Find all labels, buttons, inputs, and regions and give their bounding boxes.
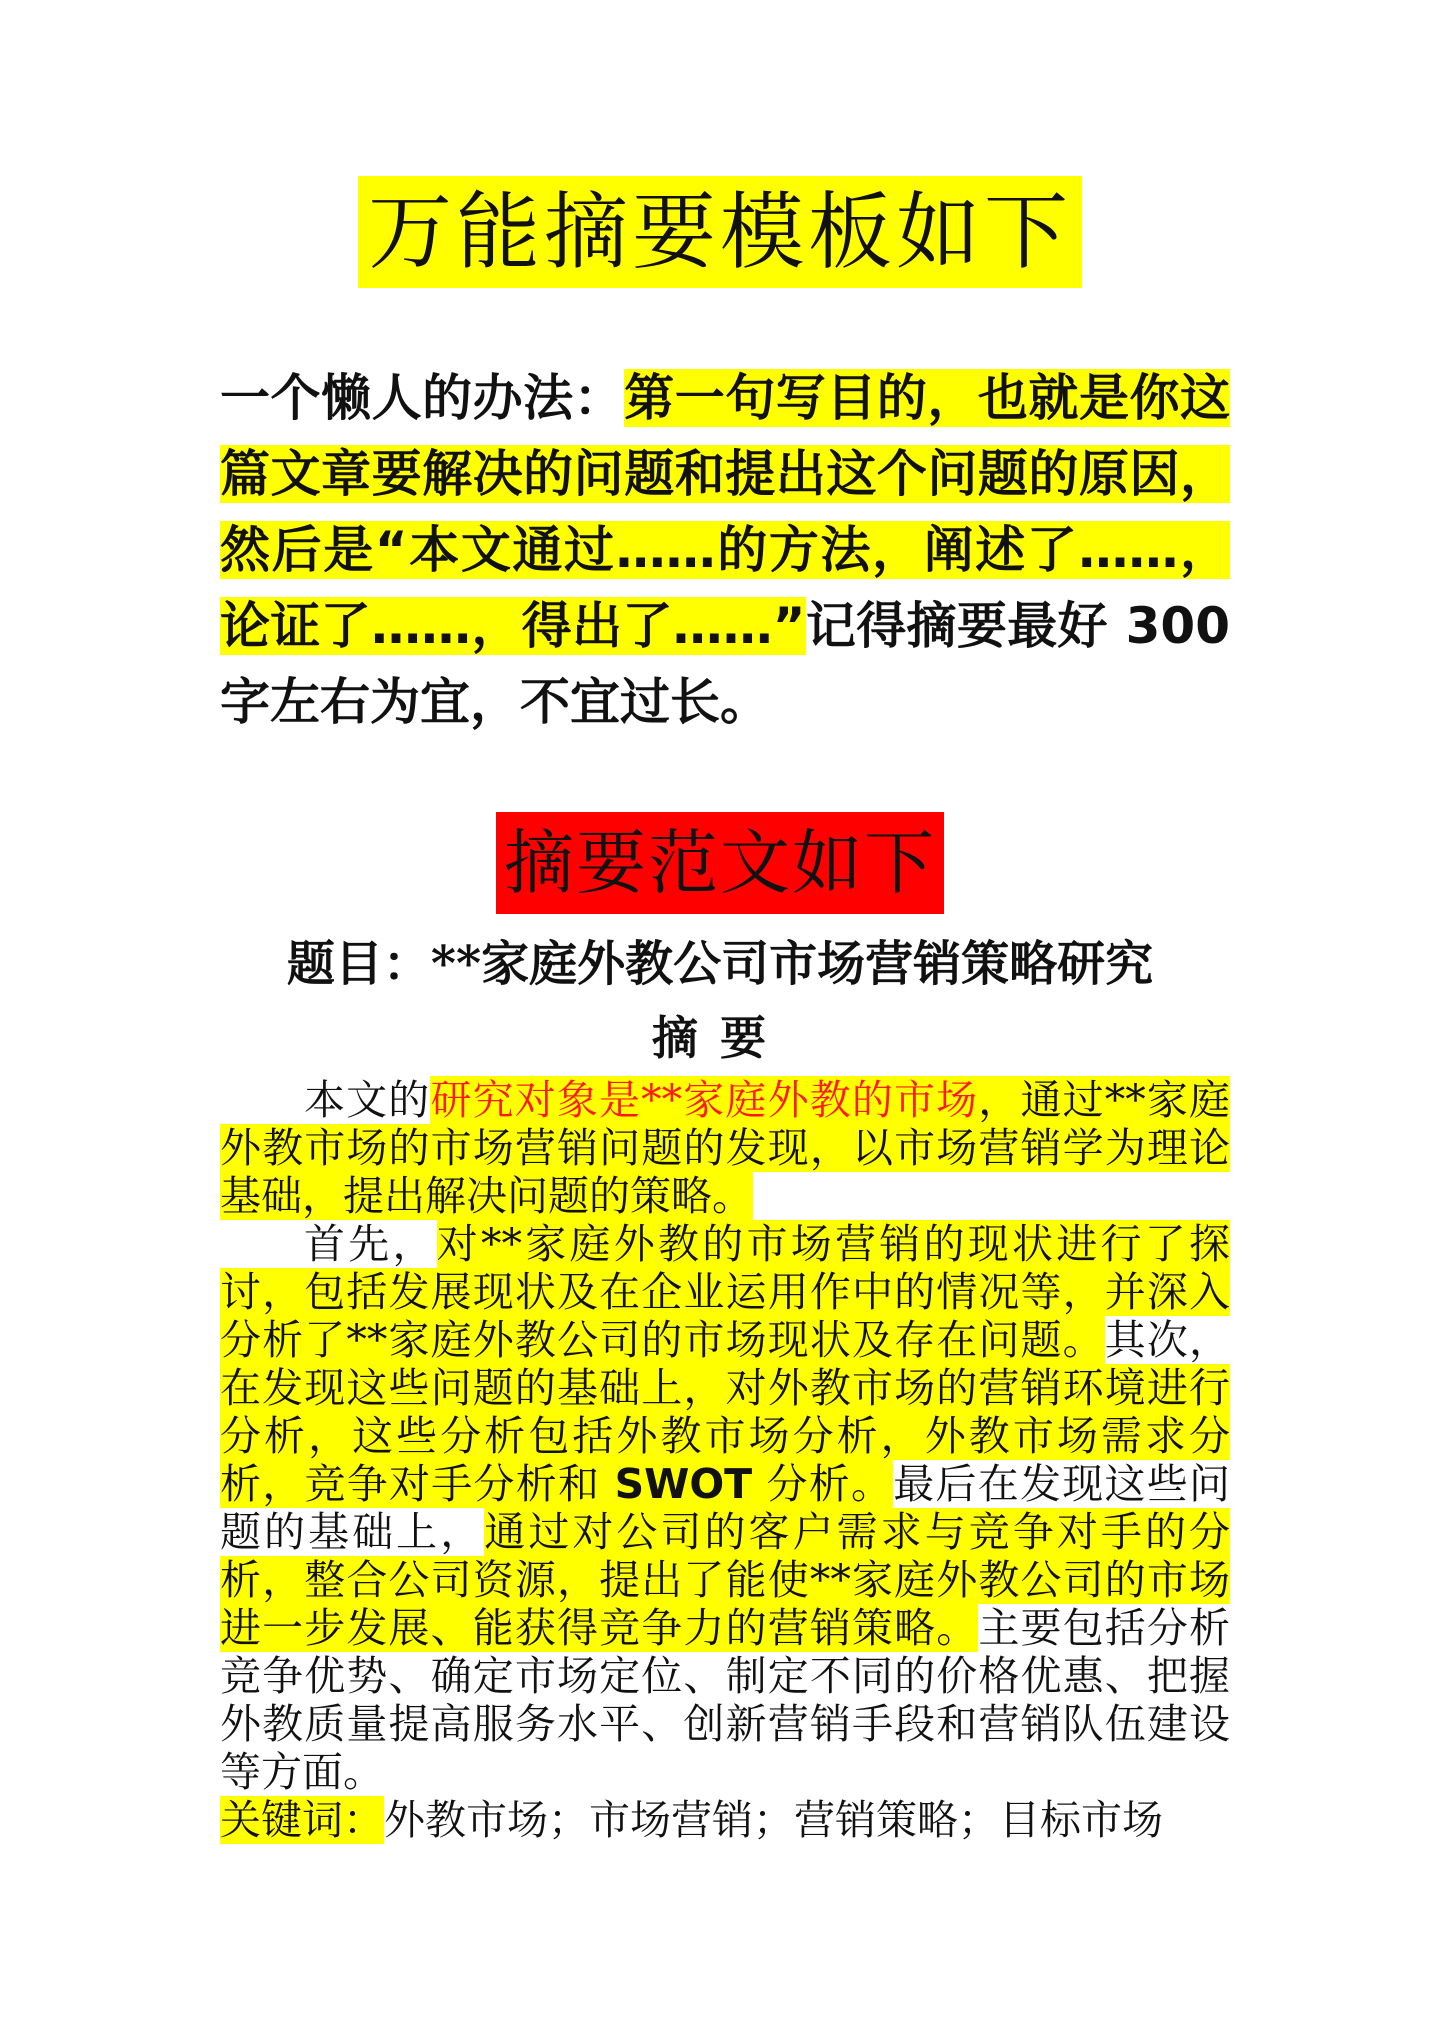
- abstract-heading: 摘要: [652, 1011, 788, 1065]
- para2-highlight-1: 对**家庭外教的市场营销的现状进行了探讨，包括发展现状及在企业运用作中的情况等，并深入分析了**家庭外教公司的市场现状及存在问题。: [220, 1220, 1230, 1364]
- para2-last: 最后在发现这些问题的基础上，: [220, 1460, 1230, 1556]
- para1-lead: 本文的: [304, 1076, 431, 1124]
- keywords-list: 外教市场；市场营销；营销策略；目标市场: [384, 1796, 1163, 1844]
- sample-title: [0, 812, 1440, 914]
- keywords-line: [220, 1796, 1230, 1844]
- intro-lead: 一个懒人的办法：: [220, 369, 625, 427]
- swot-term: SWOT: [614, 1460, 753, 1508]
- main-title: [0, 176, 1440, 288]
- main-title-text: 万能摘要模板如下: [358, 176, 1082, 288]
- para2-highlight-4: 通过对公司的客户需求与竞争对手的分析，整合公司资源，提出了能使**家庭外教公司的市场进一步发展、能获得竞争力的营销策略。: [220, 1508, 1231, 1652]
- para1-highlight: ，通过**家庭外教市场的市场营销问题的发现，以市场营销学为理论基础，提出解决问题的策略。: [220, 1076, 1231, 1220]
- para2-summary: 主要包括分析竞争优势、确定市场定位、制定不同的价格优惠、把握外教质量提高服务水平、创新营销手段和营销队伍建设等方面。: [220, 1604, 1231, 1796]
- intro-end: 字左右为宜，不宜过长。: [220, 673, 770, 731]
- intro-tail: 记得摘要最好: [805, 597, 1126, 655]
- abstract-body: [220, 1076, 1230, 1844]
- paper-title: 题目：**家庭外教公司市场营销策略研究: [286, 936, 1154, 992]
- research-object-highlight: 研究对象是**家庭外教的市场: [430, 1076, 979, 1124]
- abstract-paragraph-1: [220, 1076, 1230, 1220]
- sample-title-text: 摘要范文如下: [496, 812, 944, 914]
- intro-number: 300: [1125, 597, 1230, 655]
- intro-paragraph: [220, 360, 1230, 740]
- para2-first: 首先，: [304, 1220, 437, 1268]
- intro-highlight: 第一句写目的，也就是你这篇文章要解决的问题和提出这个问题的原因，然后是“本文通过……的方法，阐述了……，论证了……，得出了……”: [220, 369, 1231, 655]
- abstract-paragraph-2: [220, 1220, 1230, 1796]
- para2-highlight-3: 分析。: [752, 1460, 894, 1508]
- para2-second: 其次，: [1104, 1316, 1231, 1364]
- para2-highlight-2: 在发现这些问题的基础上，对外教市场的营销环境进行分析，这些分析包括外教市场分析，外教市场需求分析，竞争对手分析和: [220, 1364, 1230, 1508]
- keywords-label: 关键词：: [220, 1796, 384, 1844]
